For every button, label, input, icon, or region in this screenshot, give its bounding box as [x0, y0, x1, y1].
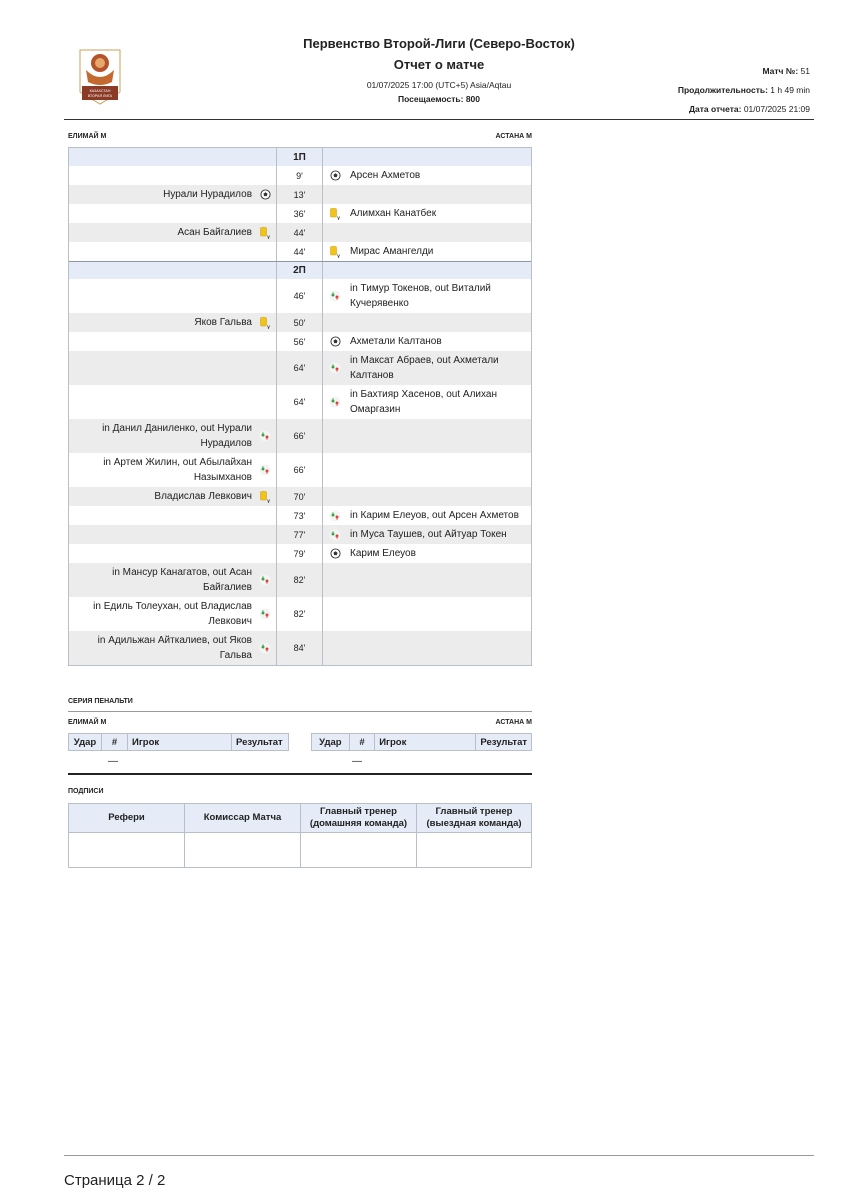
event-minute: 73': [276, 506, 323, 525]
penalty-away-empty: —: [352, 756, 362, 767]
home-event-text: in Артем Жилин, out Абылайхан Назымханов: [103, 457, 252, 483]
home-event-cell: [69, 351, 276, 385]
away-event-text: Алимхан Канатбек: [350, 208, 437, 219]
yellow-card-icon: [259, 317, 271, 329]
event-row: [69, 351, 531, 385]
match-datetime: 01/07/2025 17:00 (UTC+5) Asia/Aqtau: [366, 80, 512, 90]
away-event-cell: [323, 453, 531, 487]
home-event-cell: [69, 631, 276, 665]
goal-icon: [329, 170, 341, 182]
attendance: Посещаемость: 800: [397, 94, 481, 104]
penalty-table-away: [311, 733, 532, 751]
home-event-text: in Данил Даниленко, out Нурали Нурадилов: [102, 423, 252, 449]
event-minute: 84': [276, 631, 323, 665]
substitution-icon: [259, 642, 271, 654]
away-event-cell: [323, 313, 531, 332]
col-player: Игрок: [375, 734, 476, 751]
col-shot: Удар: [69, 734, 102, 751]
svg-text:y: y: [267, 324, 270, 329]
event-minute: 64': [276, 385, 323, 419]
col-result: Результат: [232, 734, 289, 751]
home-event-text: Нурали Нурадилов: [163, 189, 252, 200]
event-row: [69, 631, 531, 665]
away-event-text: in Бахтияр Хасенов, out Алихан Омаргазин: [350, 389, 497, 415]
penalty-table-home: [68, 733, 289, 751]
away-event-text: Ахметали Калтанов: [350, 336, 442, 347]
away-event-cell: [323, 242, 531, 261]
home-event-cell: [69, 204, 276, 223]
substitution-icon: [329, 362, 341, 374]
away-event-text: Карим Елеуов: [350, 548, 416, 559]
event-row: [69, 487, 531, 506]
period-header-row: [69, 148, 531, 166]
home-event-text: in Адильжан Айткалиев, out Яков Гальва: [97, 635, 252, 661]
home-event-cell: [69, 313, 276, 332]
sig-home-coach-header: Главный тренер (домашняя команда): [301, 804, 417, 833]
match-duration: Продолжительность: 1 h 49 min: [677, 85, 810, 95]
divider: [68, 711, 532, 712]
substitution-icon: [259, 430, 271, 442]
yellow-card-icon: [259, 491, 271, 503]
event-row: [69, 332, 531, 351]
sig-home-coach-cell: [301, 833, 417, 868]
event-minute: 46': [276, 279, 323, 313]
home-event-cell: [69, 419, 276, 453]
event-minute: 66': [276, 453, 323, 487]
away-event-cell: [323, 631, 531, 665]
away-event-cell: [323, 419, 531, 453]
home-event-text: in Едиль Толеухан, out Владислав Левкович: [93, 601, 252, 627]
event-minute: 50': [276, 313, 323, 332]
event-row: [69, 453, 531, 487]
home-event-cell: [69, 185, 276, 204]
home-event-cell: [69, 563, 276, 597]
event-row: [69, 419, 531, 453]
event-row: [69, 313, 531, 332]
event-row: [69, 279, 531, 313]
substitution-icon: [329, 290, 341, 302]
away-event-cell: [323, 332, 531, 351]
event-minute: 9': [276, 166, 323, 185]
penalty-home-team-label: ЕЛИМАЙ М: [68, 719, 107, 726]
away-event-text: in Карим Елеуов, out Арсен Ахметов: [350, 510, 519, 521]
col-player: Игрок: [128, 734, 232, 751]
goal-icon: [259, 189, 271, 201]
signatures-section-title: ПОДПИСИ: [68, 788, 104, 795]
yellow-card-icon: [329, 246, 341, 258]
home-event-text: in Мансур Канагатов, out Асан Байгалиев: [112, 567, 252, 593]
substitution-icon: [259, 464, 271, 476]
penalty-away-team-label: АСТАНА М: [495, 719, 532, 726]
away-event-text: Арсен Ахметов: [350, 170, 421, 181]
event-minute: 77': [276, 525, 323, 544]
away-event-cell: [323, 597, 531, 631]
away-event-text: in Тимур Токенов, out Виталий Кучерявенко: [350, 283, 491, 309]
sig-away-coach-header: Главный тренер (выездная команда): [417, 804, 532, 833]
away-event-cell: [323, 487, 531, 506]
away-event-cell: [323, 525, 531, 544]
col-result: Результат: [476, 734, 532, 751]
substitution-icon: [329, 529, 341, 541]
event-row: [69, 166, 531, 185]
away-event-cell: [323, 506, 531, 525]
home-event-text: Яков Гальва: [194, 317, 252, 328]
event-minute: 44': [276, 223, 323, 242]
sig-commissioner-header: Комиссар Матча: [185, 804, 301, 833]
away-event-cell: [323, 166, 531, 185]
report-title: Отчет о матче: [393, 57, 485, 72]
event-minute: 44': [276, 242, 323, 261]
sig-commissioner-cell: [185, 833, 301, 868]
report-date: Дата отчета: 01/07/2025 21:09: [688, 104, 810, 114]
match-meta: [678, 62, 810, 119]
event-row: [69, 506, 531, 525]
away-team-label: АСТАНА М: [495, 133, 532, 140]
svg-text:y: y: [267, 498, 270, 503]
col-number: #: [102, 734, 128, 751]
event-row: [69, 242, 531, 261]
event-minute: 56': [276, 332, 323, 351]
home-event-cell: [69, 597, 276, 631]
event-row: [69, 204, 531, 223]
sig-referee-cell: [69, 833, 185, 868]
col-number: #: [349, 734, 375, 751]
event-minute: 66': [276, 419, 323, 453]
event-row: [69, 223, 531, 242]
sig-referee-header: Рефери: [69, 804, 185, 833]
away-event-cell: [323, 204, 531, 223]
event-row: [69, 563, 531, 597]
away-event-cell: [323, 544, 531, 563]
substitution-icon: [329, 396, 341, 408]
yellow-card-icon: [259, 227, 271, 239]
event-row: [69, 525, 531, 544]
col-shot: Удар: [312, 734, 350, 751]
event-minute: 79': [276, 544, 323, 563]
footer-divider: [64, 1155, 814, 1156]
away-event-text: Мирас Амангелди: [350, 246, 434, 257]
league-logo: [76, 48, 124, 106]
away-event-text: in Муса Таушев, out Айтуар Токен: [350, 529, 507, 540]
home-event-cell: [69, 506, 276, 525]
divider: [68, 773, 532, 775]
home-event-cell: [69, 223, 276, 242]
penalty-home-empty: —: [108, 756, 118, 767]
home-event-cell: [69, 487, 276, 506]
page-number: Страница 2 / 2: [64, 1172, 166, 1189]
competition-title: Первенство Второй-Лиги (Северо-Восток): [303, 36, 575, 51]
period-header-row: [69, 261, 531, 279]
match-number: Матч №: 51: [762, 66, 810, 76]
svg-text:y: y: [337, 215, 340, 220]
substitution-icon: [259, 608, 271, 620]
goal-icon: [329, 548, 341, 560]
away-event-cell: [323, 563, 531, 597]
sig-away-coach-cell: [417, 833, 532, 868]
event-row: [69, 185, 531, 204]
away-event-text: in Максат Абраев, out Ахметали Калтанов: [350, 355, 499, 381]
event-minute: 64': [276, 351, 323, 385]
svg-text:y: y: [337, 253, 340, 258]
match-events-table: [68, 147, 532, 666]
home-event-text: Владислав Левкович: [154, 491, 252, 502]
event-minute: 36': [276, 204, 323, 223]
home-event-cell: [69, 544, 276, 563]
event-row: [69, 597, 531, 631]
penalties-section-title: СЕРИЯ ПЕНАЛЬТИ: [68, 698, 133, 705]
event-minute: 13': [276, 185, 323, 204]
event-minute: 70': [276, 487, 323, 506]
svg-text:ВТОРАЯ ЛИГА: ВТОРАЯ ЛИГА: [87, 94, 113, 98]
home-event-cell: [69, 453, 276, 487]
home-event-text: Асан Байгалиев: [177, 227, 252, 238]
report-header: [64, 30, 814, 120]
away-event-cell: [323, 223, 531, 242]
svg-text:y: y: [267, 234, 270, 239]
home-event-cell: [69, 332, 276, 351]
home-event-cell: [69, 385, 276, 419]
event-row: [69, 385, 531, 419]
home-event-cell: [69, 279, 276, 313]
substitution-icon: [329, 510, 341, 522]
away-event-cell: [323, 351, 531, 385]
home-event-cell: [69, 525, 276, 544]
away-event-cell: [323, 185, 531, 204]
home-team-label: ЕЛИМАЙ М: [68, 133, 107, 140]
away-event-cell: [323, 279, 531, 313]
event-row: [69, 544, 531, 563]
substitution-icon: [259, 574, 271, 586]
event-minute: 82': [276, 563, 323, 597]
goal-icon: [329, 336, 341, 348]
home-event-cell: [69, 166, 276, 185]
home-event-cell: [69, 242, 276, 261]
svg-text:КАЗАХСТАН: КАЗАХСТАН: [89, 89, 111, 93]
event-minute: 82': [276, 597, 323, 631]
period-label: 1П: [276, 148, 323, 166]
signatures-table: [68, 803, 532, 868]
yellow-card-icon: [329, 208, 341, 220]
away-event-cell: [323, 385, 531, 419]
period-label: 2П: [276, 262, 323, 279]
